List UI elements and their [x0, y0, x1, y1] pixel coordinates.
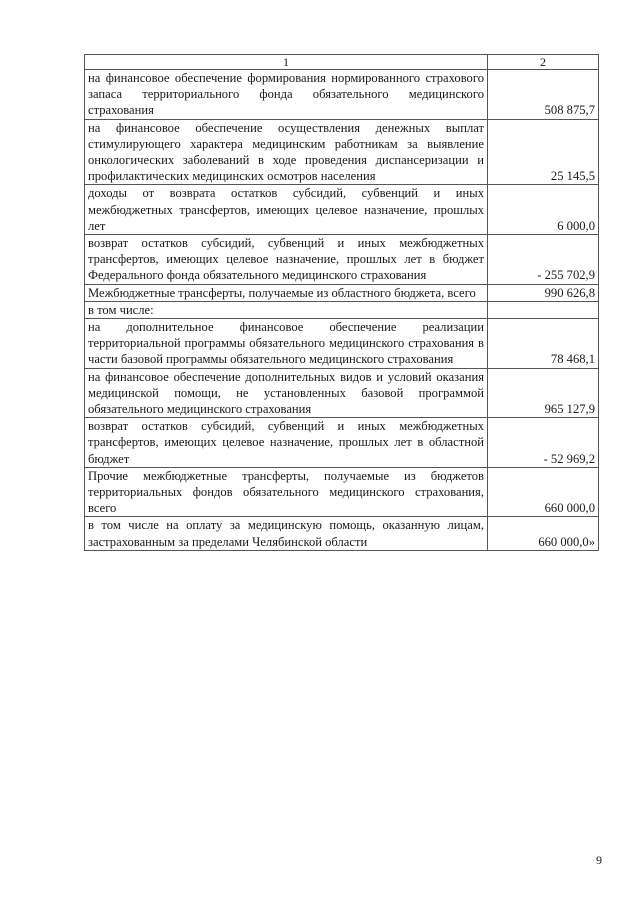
table-row: [85, 418, 599, 468]
row-value: 508 875,7: [488, 70, 599, 120]
table-row: [85, 368, 599, 418]
table-row: [85, 119, 599, 185]
table-row: [85, 70, 599, 120]
row-description: доходы от возврата остатков субсидий, субвенций и иных межбюджетных трансфертов, имеющих целевое назначение, прошлых лет: [85, 185, 488, 235]
row-description: на дополнительное финансовое обеспечение реализации территориальной программы обязательного медицинского страхования в части базовой программы обязательного медицинского страхования: [85, 319, 488, 369]
table-header-row: [85, 55, 599, 70]
budget-table: [84, 54, 599, 551]
table-row: [85, 284, 599, 301]
row-description: на финансовое обеспечение осуществления денежных выплат стимулирующего характера медицинским работникам за выявление онкологических заболеваний в ходе проведения диспансеризации и профилактических медицинских осмотров населения: [85, 119, 488, 185]
row-description: в том числе:: [85, 301, 488, 318]
row-value: 6 000,0: [488, 185, 599, 235]
row-description: в том числе на оплату за медицинскую помощь, оказанную лицам, застрахованным за пределами Челябинской области: [85, 517, 488, 550]
row-value: 660 000,0: [488, 467, 599, 517]
row-description: на финансовое обеспечение формирования нормированного страхового запаса территориального фонда обязательного медицинского страхования: [85, 70, 488, 120]
table-row: [85, 319, 599, 369]
row-description: возврат остатков субсидий, субвенций и иных межбюджетных трансфертов, имеющих целевое назначение, прошлых лет в областной бюджет: [85, 418, 488, 468]
column-header-1: 1: [85, 55, 488, 70]
row-value: 78 468,1: [488, 319, 599, 369]
column-header-2: 2: [488, 55, 599, 70]
table-row: [85, 301, 599, 318]
table-row: [85, 235, 599, 285]
row-value: 25 145,5: [488, 119, 599, 185]
row-value: 990 626,8: [488, 284, 599, 301]
page-number: 9: [596, 853, 602, 867]
table-row: [85, 517, 599, 550]
row-description: Межбюджетные трансферты, получаемые из областного бюджета, всего: [85, 284, 488, 301]
table-row: [85, 467, 599, 517]
row-value: 660 000,0»: [488, 517, 599, 550]
row-value: 965 127,9: [488, 368, 599, 418]
row-description: Прочие межбюджетные трансферты, получаемые из бюджетов территориальных фондов обязательного медицинского страхования, всего: [85, 467, 488, 517]
row-value: - 255 702,9: [488, 235, 599, 285]
row-value: - 52 969,2: [488, 418, 599, 468]
row-value: [488, 301, 599, 318]
row-description: возврат остатков субсидий, субвенций и иных межбюджетных трансфертов, имеющих целевое назначение, прошлых лет в бюджет Федерального фонда обязательного медицинского страхования: [85, 235, 488, 285]
row-description: на финансовое обеспечение дополнительных видов и условий оказания медицинской помощи, не установленных базовой программой обязательного медицинского страхования: [85, 368, 488, 418]
table-row: [85, 185, 599, 235]
